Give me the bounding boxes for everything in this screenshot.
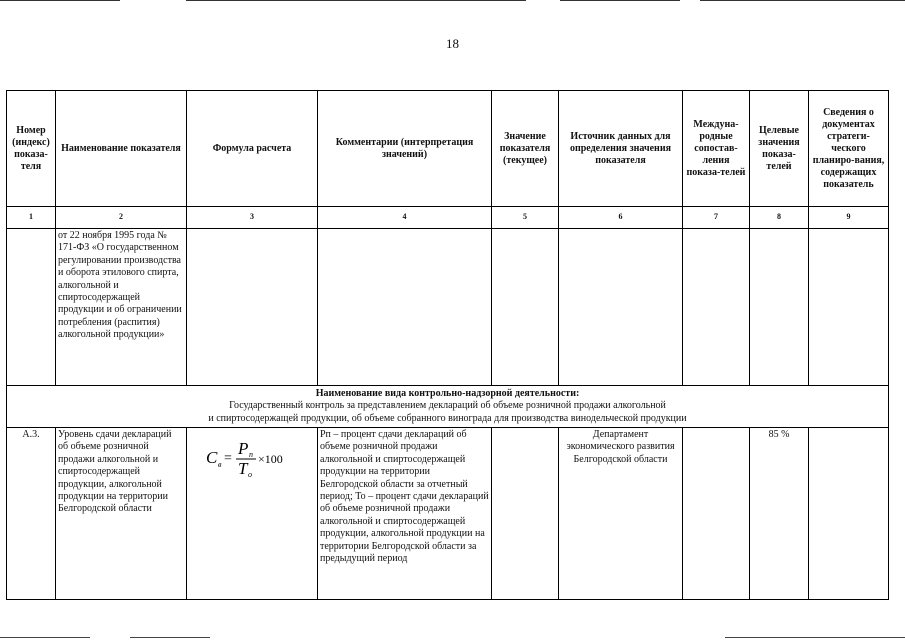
column-number: 3	[187, 207, 318, 229]
column-number: 4	[318, 207, 492, 229]
formula-lhs-subscript: в	[218, 460, 222, 469]
column-number: 1	[7, 207, 56, 229]
scan-edge-line	[0, 637, 90, 638]
cell-empty	[809, 229, 889, 386]
cell-empty	[559, 229, 683, 386]
comment-cell: Рп – процент сдачи деклараций об объеме розничной продажи алкогольной и спиртосодержащей продукции на территории Белгородской области за отчетный период; То – процент сдачи деклараций об объеме розничной продажи алкогольной и спиртосодержащей продукции, алкогольной продукции на территории Белгородской области за предыдущий период	[318, 428, 492, 600]
formula-denominator-subscript: о	[248, 470, 252, 478]
formula-denominator: T	[238, 459, 248, 478]
documents-cell	[809, 428, 889, 600]
table-row	[7, 428, 889, 600]
header-source: Источник данных для определения значения показателя	[559, 91, 683, 207]
table-header-row	[7, 91, 889, 207]
formula-lhs: C	[206, 448, 218, 467]
scan-edge-line	[560, 0, 680, 1]
formula-numerator-subscript: п	[249, 450, 253, 459]
cell-empty	[318, 229, 492, 386]
column-number-row	[7, 207, 889, 229]
formula-graphic	[202, 438, 302, 478]
header-index: Номер (индекс) показа-теля	[7, 91, 56, 207]
section-cell	[7, 386, 889, 428]
indicators-table	[6, 90, 889, 600]
header-formula: Формула расчета	[187, 91, 318, 207]
cell-empty	[7, 229, 56, 386]
page-number: 18	[446, 36, 459, 51]
header-documents: Сведения о документах стратеги-ческого планиро-вания, содержащих показатель	[809, 91, 889, 207]
section-subtitle-line1: Государственный контроль за представлением деклараций об объеме розничной продажи алкогольной	[229, 400, 666, 412]
formula-equals: =	[224, 451, 232, 466]
cell-empty	[683, 229, 750, 386]
header-name: Наименование показателя	[56, 91, 187, 207]
header-international: Междуна-родные сопостав-ления показа-телей	[683, 91, 750, 207]
section-subtitle-line2: и спиртосодержащей продукции, об объеме собранного винограда для производства винодельческой продукции	[208, 412, 687, 424]
continuation-name-cell: от 22 ноября 1995 года № 171-ФЗ «О государственном регулировании производства и оборота этилового спирта, алкогольной и спиртосодержащей продукции и об ограничении потребления (распития) алкогольной продукции»	[56, 229, 187, 386]
column-number: 2	[56, 207, 187, 229]
column-number: 5	[492, 207, 559, 229]
column-number: 8	[750, 207, 809, 229]
section-title: Наименование вида контрольно-надзорной деятельности:	[315, 387, 580, 399]
header-comments: Комментарии (интерпретация значений)	[318, 91, 492, 207]
scan-edge-line	[700, 0, 905, 1]
row-index-cell: А.3.	[7, 428, 56, 600]
column-number: 9	[809, 207, 889, 229]
column-number: 6	[559, 207, 683, 229]
section-row	[7, 386, 889, 428]
scan-edge-line	[186, 0, 526, 1]
formula-numerator: P	[238, 439, 249, 458]
table-row	[7, 229, 889, 386]
current-value-cell	[492, 428, 559, 600]
cell-empty	[750, 229, 809, 386]
scan-edge-line	[0, 0, 120, 1]
column-number: 7	[683, 207, 750, 229]
row-name-cell: Уровень сдачи деклараций об объеме розничной продажи алкогольной и спиртосодержащей продукции, алкогольной продукции на территории Белгородской области	[56, 428, 187, 600]
formula-cell	[187, 428, 318, 600]
header-target: Целевые значения показа-телей	[750, 91, 809, 207]
target-value-cell: 85 %	[750, 428, 809, 600]
cell-empty	[187, 229, 318, 386]
cell-empty	[492, 229, 559, 386]
international-cell	[683, 428, 750, 600]
scan-edge-line	[725, 637, 905, 638]
header-current-value: Значение показателя (текущее)	[492, 91, 559, 207]
source-cell: Департамент экономического развития Белгородской области	[559, 428, 683, 600]
scan-edge-line	[130, 637, 210, 638]
formula-multiplier: ×100	[258, 452, 283, 466]
